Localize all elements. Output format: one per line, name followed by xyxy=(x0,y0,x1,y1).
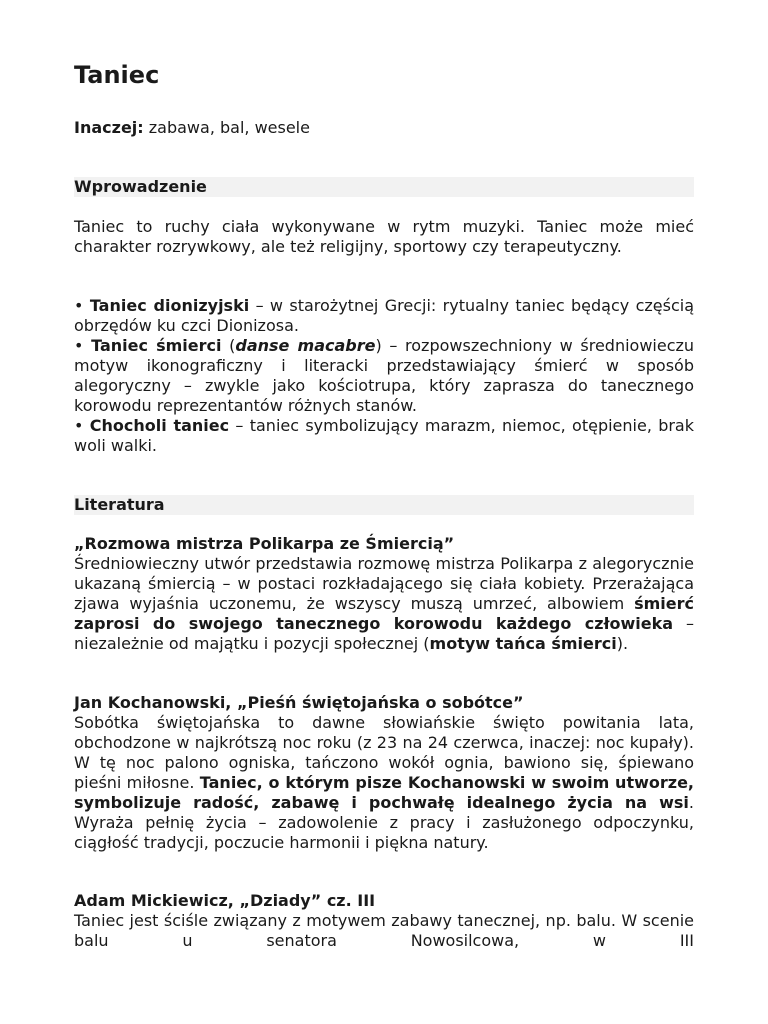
work-entry xyxy=(74,693,694,853)
synonyms-label: Inaczej: xyxy=(74,118,144,137)
work-text: Średniowieczny utwór przedstawia rozmowę mistrza Polikarpa z alegorycznie ukazaną śmiercią – w postaci rozkładającego się ciała kobiety. Przerażająca zjawa wyjaśnia uczonemu, że wszyscy muszą umrzeć, albowiem xyxy=(74,554,694,613)
definition-term: Taniec śmierci xyxy=(91,336,222,355)
work-emphasis: Taniec, o którym pisze Kochanowski w swoim utworze, symbolizuje radość, zabawę i pochwałę idealnego życia na wsi xyxy=(74,773,695,812)
work-heading: Adam Mickiewicz, „Dziady” cz. III xyxy=(74,891,376,910)
definition-term: Chocholi taniec xyxy=(89,416,230,435)
work-text: . Wyraża pełnię życia – zadowolenie z pracy i zasłużonego odpoczynku, ciągłość tradycji, poczucie harmonii i piękna natury. xyxy=(74,793,694,852)
definition-list xyxy=(74,296,694,456)
work-text: – niezależnie od majątku i pozycji społecznej ( xyxy=(74,614,694,653)
section-heading-literatura: Literatura xyxy=(74,495,694,515)
definition-term-italic: danse macabre xyxy=(235,336,376,355)
bullet-marker: • xyxy=(74,336,84,355)
definition-text: ) – rozpowszechniony w średniowieczu motyw ikonograficzny i literacki przedstawiający śmierć w sposób alegoryczny – zwykle jako kościotrupa, który zaprasza do tanecznego korowodu reprezentantów różnych stanów. xyxy=(74,336,695,415)
bullet-marker: • xyxy=(74,416,84,435)
work-entry xyxy=(74,534,694,654)
work-heading: Jan Kochanowski, „Pieśń świętojańska o sobótce” xyxy=(74,693,524,712)
page-title: Taniec xyxy=(74,61,160,89)
work-entry xyxy=(74,891,694,951)
work-text: Taniec jest ściśle związany z motywem zabawy tanecznej, np. balu. W scenie balu u senatora Nowosilcowa, w III xyxy=(74,911,694,950)
work-emphasis: śmierć zaprosi do swojego tanecznego korowodu każdego człowieka xyxy=(74,594,694,633)
section-heading-wprowadzenie: Wprowadzenie xyxy=(74,177,694,197)
synonyms-value: zabawa, bal, wesele xyxy=(143,118,310,137)
work-heading: „Rozmowa mistrza Polikarpa ze Śmiercią” xyxy=(74,534,455,553)
work-emphasis: motyw tańca śmierci xyxy=(429,634,617,653)
definition-text: – taniec symbolizujący marazm, niemoc, otępienie, brak woli walki. xyxy=(74,416,695,455)
paren-open: ( xyxy=(221,336,236,355)
work-text: Sobótka świętojańska to dawne słowiańskie święto powitania lata, obchodzone w najkrótszą noc roku (z 23 na 24 czerwca, inaczej: noc kupały). W tę noc palono ogniska, tańczono wokół ognia, bawiono się, śpiewano pieśni miłosne. xyxy=(74,713,694,792)
definition-text: – w starożytnej Grecji: rytualny taniec będący częścią obrzędów ku czci Dionizosa. xyxy=(74,296,695,335)
definition-term: Taniec dionizyjski xyxy=(89,296,250,315)
bullet-marker: • xyxy=(74,296,84,315)
definition-item xyxy=(74,416,694,456)
definition-item xyxy=(74,336,694,416)
intro-paragraph: Taniec to ruchy ciała wykonywane w rytm muzyki. Taniec może mieć charakter rozrywkowy, ale też religijny, sportowy czy terapeutyczny. xyxy=(74,217,694,256)
definition-item xyxy=(74,296,694,336)
work-text: ). xyxy=(616,634,629,653)
synonyms-line xyxy=(74,118,694,138)
